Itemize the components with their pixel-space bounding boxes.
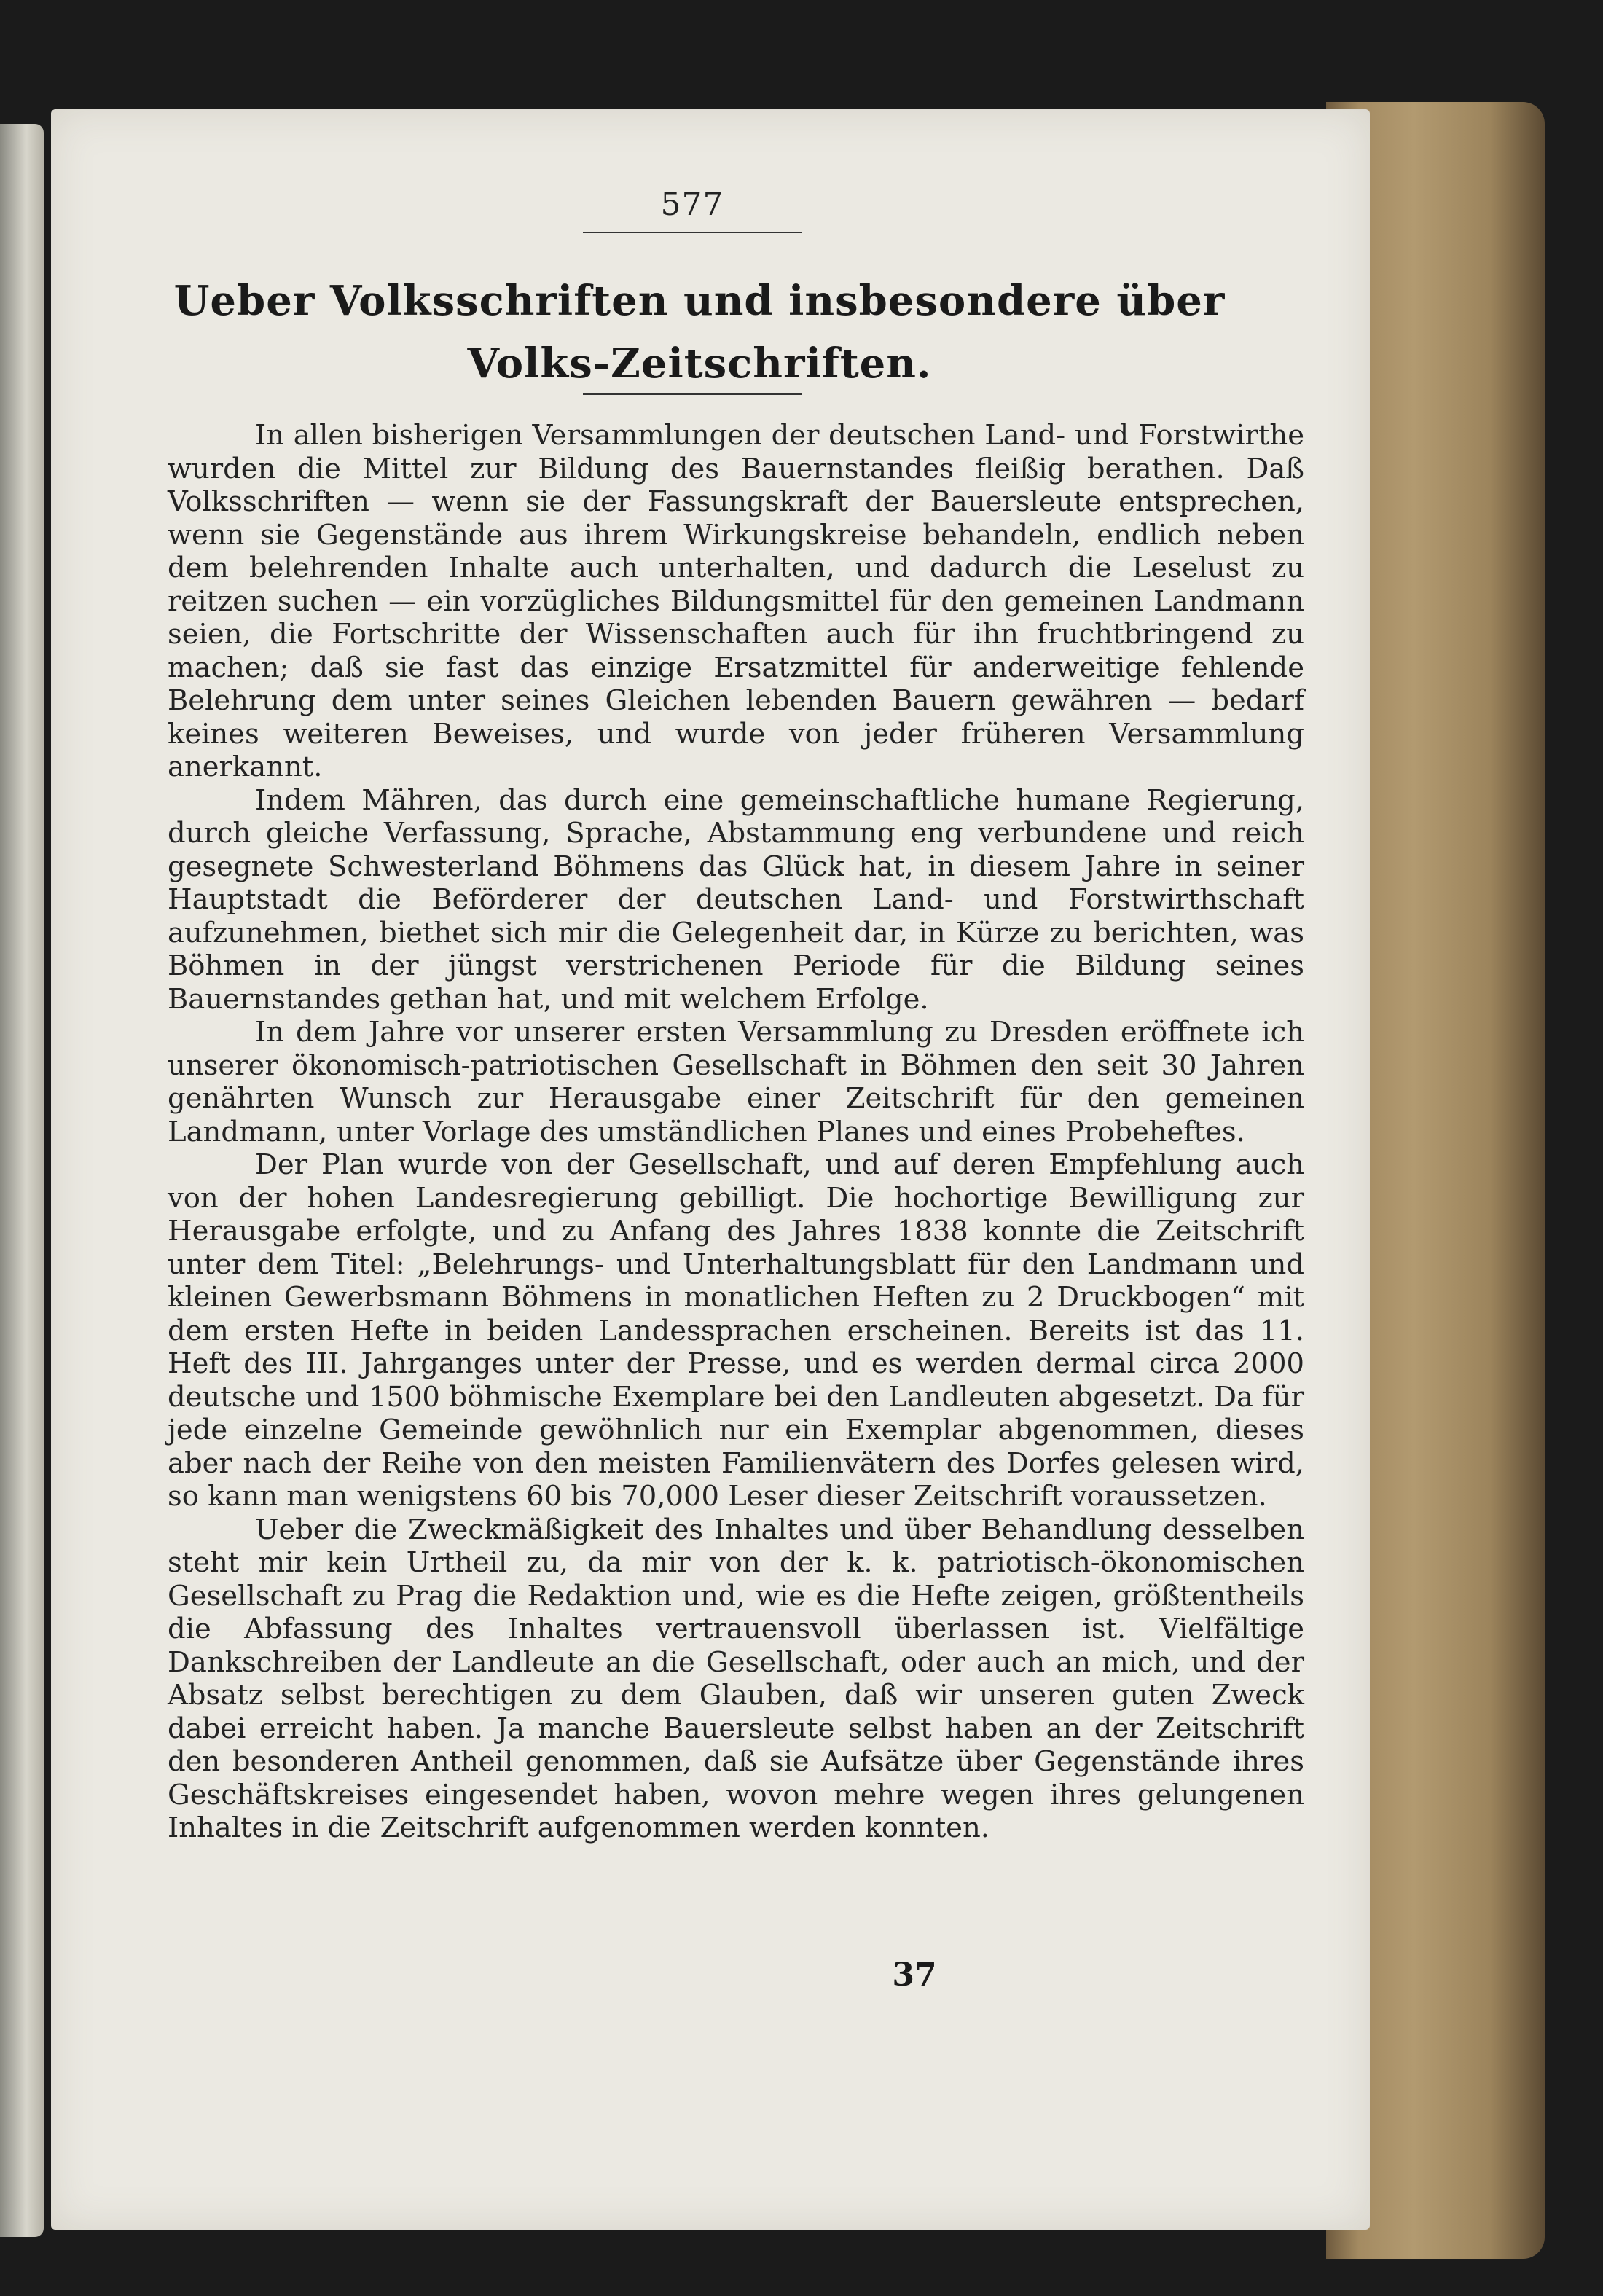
page-number: 577 — [660, 186, 724, 223]
article-body — [168, 419, 1304, 1845]
paragraph: In allen bisherigen Versammlungen der deutschen Land- und Forstwirthe wurden die Mittel zur Bildung des Bauernstandes fleißig berathen. Daß Volksschriften — wenn sie der Fassungskraft der Bauersleute entsprechen, wenn sie Gegenstände aus ihrem Wirkungskreise behandeln, endlich neben dem belehrenden Inhalte auch unterhalten, und dadurch die Leselust zu reitzen suchen — ein vorzügliches Bildungsmittel für den gemeinen Landmann seien, die Fortschritte der Wissenschaften auch für ihn fruchtbringend zu machen; daß sie fast das einzige Ersatzmittel für anderweitige fehlende Belehrung dem unter seines Gleichen lebenden Bauern gewähren — bedarf keines weiteren Beweises, und wurde von jeder früheren Versammlung anerkannt. — [168, 419, 1304, 783]
left-page-edge — [0, 124, 44, 2237]
signature-mark: 37 — [892, 1956, 937, 1994]
header-rule — [583, 232, 802, 233]
article-title: Ueber Volksschriften und insbesondere über Volks-Zeitschriften. — [173, 277, 1226, 388]
paragraph: In dem Jahre vor unserer ersten Versammlung zu Dresden eröffnete ich unserer ökonomisch-patriotischen Gesellschaft in Böhmen den seit 30 Jahren genährten Wunsch zur Herausgabe einer Zeitschrift für den gemeinen Landmann, unter Vorlage des umständlichen Planes und eines Probeheftes. — [168, 1016, 1304, 1148]
paragraph: Ueber die Zweckmäßigkeit des Inhaltes und über Behandlung desselben steht mir kein Urtheil zu, da mir von der k. k. patriotisch-ökonomischen Gesellschaft zu Prag die Redaktion und, wie es die Hefte zeigen, größtentheils die Abfassung des Inhaltes vertrauensvoll überlassen ist. Vielfältige Dankschreiben der Landleute an die Gesellschaft, oder auch an mich, und der Absatz selbst berechtigen zu dem Glauben, daß wir unseren guten Zweck dabei erreicht haben. Ja manche Bauersleute selbst haben an der Zeitschrift den besonderen Antheil genommen, daß sie Aufsätze über Gegenstände ihres Geschäftskreises eingesendet haben, wovon mehre wegen ihres gelungenen Inhaltes in die Zeitschrift aufgenommen werden konnten. — [168, 1513, 1304, 1844]
paragraph: Indem Mähren, das durch eine gemeinschaftliche humane Regierung, durch gleiche Verfassung, Sprache, Abstammung eng verbundene und reich gesegnete Schwesterland Böhmens das Glück hat, in diesem Jahre in seiner Hauptstadt die Beförderer der deutschen Land- und Forstwirthschaft aufzunehmen, biethet sich mir die Gelegenheit dar, in Kürze zu berichten, was Böhmen in der jüngst verstrichenen Periode für die Bildung seines Bauernstandes gethan hat, und mit welchem Erfolge. — [168, 783, 1304, 1016]
paragraph: Der Plan wurde von der Gesellschaft, und auf deren Empfehlung auch von der hohen Landesregierung gebilligt. Die hochortige Bewilligung zur Herausgabe erfolgte, und zu Anfang des Jahres 1838 konnte die Zeitschrift unter dem Titel: „Belehrungs- und Unterhaltungsblatt für den Landmann und kleinen Gewerbsmann Böhmens in monatlichen Heften zu 2 Druckbogen“ mit dem ersten Hefte in beiden Landessprachen erscheinen. Bereits ist das 11. Heft des III. Jahrganges unter der Presse, und es werden dermal circa 2000 deutsche und 1500 böhmische Exemplare bei den Landleuten abgesetzt. Da für jede einzelne Gemeinde gewöhnlich nur ein Exemplar abgenommen, dieses aber nach der Reihe von den meisten Familienvätern des Dorfes gelesen wird, so kann man wenigstens 60 bis 70,000 Leser dieser Zeitschrift voraussetzen. — [168, 1148, 1304, 1513]
title-rule — [583, 393, 802, 395]
